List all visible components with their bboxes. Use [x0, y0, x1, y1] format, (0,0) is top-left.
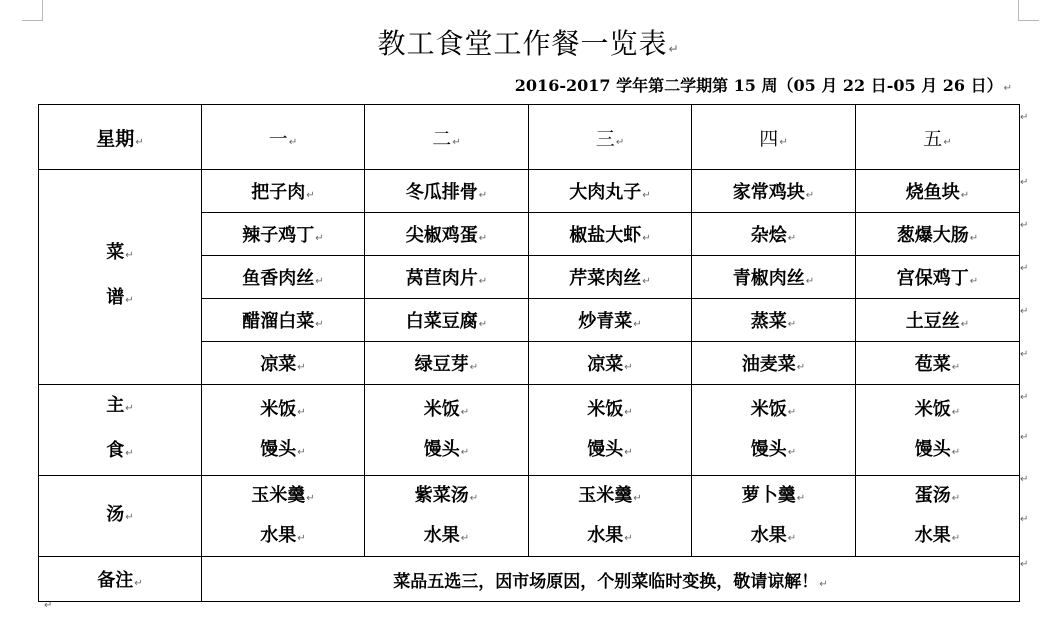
row-end-mark-icon: ↵ [1020, 263, 1029, 274]
paragraph-mark-icon: ↵ [951, 447, 961, 458]
row-end-mark-icon: ↵ [1020, 306, 1029, 317]
paragraph-mark-icon: ↵ [668, 42, 680, 56]
dish-name: 杂烩 [750, 225, 787, 246]
dish-name: 辣子鸡丁 [242, 225, 315, 246]
label-line [39, 385, 201, 430]
dish-cell [529, 256, 692, 299]
label-char: 汤 [106, 503, 125, 525]
label-char: 食 [106, 440, 125, 461]
subtitle-text: 2016-2017 学年第二学期第 15 周（05 月 22 日-05 月 26 日） [514, 76, 1003, 95]
paragraph-mark-icon: ↵ [624, 533, 633, 544]
weekday-header-cell [202, 105, 365, 170]
paragraph-mark-icon: ↵ [306, 190, 315, 201]
item-name: 水果 [587, 525, 624, 546]
paragraph-mark-icon: ↵ [943, 136, 952, 148]
dish-cell [692, 213, 856, 256]
dish-name: 把子肉 [251, 182, 306, 203]
dish-cell [365, 342, 529, 385]
paragraph-mark-icon: ↵ [297, 407, 306, 418]
dish-name: 绿豆芽 [414, 354, 469, 375]
cell-line [856, 390, 1019, 430]
dish-cell [365, 256, 529, 299]
paragraph-mark-icon: ↵ [135, 136, 144, 148]
week-range-subtitle [515, 73, 1012, 96]
dish-cell [856, 170, 1020, 213]
paragraph-mark-icon: ↵ [787, 319, 797, 330]
paragraph-mark-icon: ↵ [951, 362, 961, 373]
label-line [39, 232, 201, 277]
dish-cell [856, 299, 1020, 342]
staple-row-cell [202, 385, 365, 476]
soup-row-cell [856, 476, 1020, 557]
paragraph-mark-icon: ↵ [779, 136, 788, 148]
dish-cell [202, 213, 365, 256]
dish-name: 炒青菜 [578, 311, 633, 332]
label-line [39, 277, 201, 322]
paragraph-mark-icon: ↵ [125, 511, 134, 523]
cell-line [692, 516, 855, 556]
paragraph-mark-icon: ↵ [805, 276, 815, 287]
paragraph-mark-icon: ↵ [960, 319, 970, 330]
row-end-mark-icon: ↵ [1020, 559, 1029, 570]
paragraph-mark-icon: ↵ [460, 407, 470, 418]
staple-row-cell [692, 385, 856, 476]
menu-table [38, 104, 1020, 602]
dish-cell [529, 342, 692, 385]
row-end-mark-icon: ↵ [1020, 392, 1029, 403]
note-label: 备注 [97, 570, 134, 591]
cell-line [692, 390, 855, 430]
dish-name: 凉菜 [587, 354, 624, 375]
item-name: 米饭 [423, 399, 460, 420]
dish-cell [692, 170, 856, 213]
dish-name: 白菜豆腐 [405, 311, 478, 332]
item-name: 水果 [260, 525, 297, 546]
cell-line [692, 476, 855, 516]
paragraph-mark-icon: ↵ [478, 233, 488, 244]
paragraph-mark-icon: ↵ [315, 233, 324, 244]
paragraph-mark-icon: ↵ [796, 362, 806, 373]
dish-name: 莴苣肉片 [405, 268, 478, 289]
paragraph-mark-icon: ↵ [624, 407, 633, 418]
paragraph-mark-icon: ↵ [478, 319, 488, 330]
paragraph-mark-icon: ↵ [315, 276, 324, 287]
paragraph-mark-icon: ↵ [125, 250, 134, 261]
dish-cell [692, 256, 856, 299]
dish-name: 冬瓜排骨 [405, 182, 478, 203]
paragraph-mark-icon: ↵ [452, 136, 461, 148]
paragraph-mark-icon: ↵ [951, 493, 961, 504]
dish-cell [365, 170, 529, 213]
paragraph-mark-icon: ↵ [134, 578, 143, 589]
note-text: 菜品五选三，因市场原因，个别菜临时变换，敬请谅解！ [393, 571, 819, 592]
cell-line [202, 390, 364, 430]
paragraph-mark-icon: ↵ [969, 276, 979, 287]
page-corner-mark-top-left [22, 0, 43, 21]
dish-row [39, 170, 1020, 213]
paragraph-mark-icon: ↵ [969, 233, 979, 244]
weekday-header-cell [692, 105, 856, 170]
row-end-mark-icon: ↵ [1020, 432, 1029, 443]
item-name: 萝卜羹 [741, 485, 796, 506]
dish-name: 芹菜肉丝 [569, 268, 642, 289]
paragraph-mark-icon: ↵ [642, 190, 651, 201]
dish-cell [856, 342, 1020, 385]
paragraph-mark-icon: ↵ [469, 362, 479, 373]
paragraph-mark-icon: ↵ [297, 362, 306, 373]
weekday-header-cell [529, 105, 692, 170]
note-row [39, 557, 1020, 602]
paragraph-mark-icon: ↵ [796, 493, 806, 504]
paragraph-mark-icon: ↵ [297, 533, 306, 544]
item-name: 馒头 [587, 439, 624, 460]
paragraph-mark-icon: ↵ [460, 447, 470, 458]
row-end-mark-icon: ↵ [1020, 514, 1029, 525]
paragraph-mark-icon: ↵ [787, 447, 797, 458]
cell-line [529, 476, 691, 516]
soup-row-cell [202, 476, 365, 557]
paragraph-mark-icon: ↵ [306, 493, 315, 504]
paragraph-mark-icon: ↵ [642, 276, 651, 287]
paragraph-mark-icon: ↵ [478, 276, 488, 287]
dish-name: 椒盐大虾 [569, 225, 642, 246]
staple-row [39, 385, 1020, 476]
weekday-header-cell [856, 105, 1020, 170]
paragraph-mark-icon: ↵ [615, 136, 625, 148]
cell-line [529, 390, 691, 430]
paragraph-mark-icon: ↵ [315, 319, 324, 330]
dish-name: 宫保鸡丁 [896, 268, 969, 289]
title-text: 教工食堂工作餐一览表 [377, 27, 668, 60]
item-name: 玉米羹 [251, 485, 306, 506]
cell-line [365, 476, 528, 516]
staple-row-cell [365, 385, 529, 476]
item-name: 水果 [914, 525, 951, 546]
note-label-cell [39, 557, 202, 602]
paragraph-mark-icon: ↵ [297, 447, 306, 458]
paragraph-mark-icon: ↵ [633, 493, 642, 504]
paragraph-mark-icon: ↵ [787, 533, 797, 544]
paragraph-mark-icon: ↵ [1003, 83, 1012, 94]
paragraph-mark-icon: ↵ [951, 533, 961, 544]
soup-row-cell [692, 476, 856, 557]
dish-name: 烧鱼块 [905, 182, 960, 203]
paragraph-mark-icon: ↵ [125, 295, 134, 306]
paragraph-mark-icon: ↵ [288, 136, 298, 148]
dish-cell [202, 256, 365, 299]
paragraph-mark-icon: ↵ [805, 190, 815, 201]
dish-cell [856, 213, 1020, 256]
item-name: 玉米羹 [578, 485, 633, 506]
paragraph-mark-icon: ↵ [125, 403, 134, 414]
dish-name: 蒸菜 [750, 311, 787, 332]
cell-line [202, 430, 364, 470]
note-text-cell [202, 557, 1020, 602]
dish-cell [529, 299, 692, 342]
cell-line [529, 516, 691, 556]
label-char: 菜 [106, 242, 125, 263]
staple-row-label [39, 385, 202, 476]
item-name: 米饭 [260, 399, 297, 420]
dish-name: 家常鸡块 [732, 182, 805, 203]
dish-cell [202, 299, 365, 342]
item-name: 米饭 [750, 399, 787, 420]
dish-cell [692, 342, 856, 385]
soup-row [39, 476, 1020, 557]
paragraph-mark-icon: ↵ [960, 190, 970, 201]
dish-cell [202, 342, 365, 385]
paragraph-mark-icon: ↵ [642, 233, 651, 244]
dish-name: 土豆丝 [905, 311, 960, 332]
soup-row-label [39, 476, 202, 557]
row-end-mark-icon: ↵ [1020, 112, 1029, 123]
paragraph-mark-icon: ↵ [787, 233, 797, 244]
paragraph-mark-icon: ↵ [624, 447, 633, 458]
soup-row-cell [365, 476, 529, 557]
header-text: 二 [432, 127, 452, 150]
soup-row-cell [529, 476, 692, 557]
item-name: 馒头 [750, 439, 787, 460]
staple-row-cell [856, 385, 1020, 476]
cell-line [365, 430, 528, 470]
row-end-mark-icon: ↵ [1020, 177, 1029, 188]
paragraph-mark-icon: ↵ [633, 319, 642, 330]
paragraph-mark-icon: ↵ [469, 493, 479, 504]
row-end-mark-icon: ↵ [1020, 220, 1029, 231]
dish-name: 尖椒鸡蛋 [405, 225, 478, 246]
cell-line [202, 516, 364, 556]
cell-line [202, 476, 364, 516]
item-name: 水果 [423, 525, 460, 546]
dish-name: 葱爆大肠 [896, 225, 969, 246]
header-text: 五 [923, 127, 943, 150]
dish-cell [529, 170, 692, 213]
dish-cell [365, 299, 529, 342]
cell-line [365, 390, 528, 430]
paragraph-mark-icon: ↵ [478, 190, 488, 201]
header-text: 四 [759, 127, 779, 150]
page-corner-mark-top-right [1018, 0, 1039, 21]
staple-row-cell [529, 385, 692, 476]
row-end-mark-icon: ↵ [1020, 349, 1029, 360]
paragraph-mark-icon: ↵ [819, 578, 828, 590]
paragraph-mark-icon: ↵ [125, 448, 134, 459]
dish-name: 凉菜 [260, 354, 297, 375]
paragraph-mark-icon: ↵ [460, 533, 470, 544]
paragraph-mark-icon: ↵ [624, 362, 633, 373]
cell-line [856, 476, 1019, 516]
item-name: 馒头 [260, 439, 297, 460]
item-name: 水果 [750, 525, 787, 546]
cell-line [692, 430, 855, 470]
dish-cell [365, 213, 529, 256]
dishes-row-label [39, 170, 202, 385]
item-name: 紫菜汤 [414, 485, 469, 506]
dish-name: 醋溜白菜 [242, 311, 315, 332]
dish-name: 鱼香肉丝 [242, 268, 315, 289]
document-title [0, 22, 1057, 62]
cell-line [856, 430, 1019, 470]
item-name: 米饭 [587, 399, 624, 420]
item-name: 馒头 [914, 439, 951, 460]
dish-cell [529, 213, 692, 256]
header-row [39, 105, 1020, 170]
paragraph-mark-icon: ↵ [951, 407, 961, 418]
item-name: 米饭 [914, 399, 951, 420]
dish-cell [202, 170, 365, 213]
paragraph-mark-icon: ↵ [787, 407, 797, 418]
dish-name: 青椒肉丝 [732, 268, 805, 289]
item-name: 蛋汤 [914, 485, 951, 506]
cell-line [365, 516, 528, 556]
row-end-mark-icon: ↵ [1020, 474, 1029, 485]
cell-line [529, 430, 691, 470]
label-char: 谱 [106, 287, 125, 308]
dish-name: 大肉丸子 [569, 182, 642, 203]
label-line [39, 430, 201, 475]
header-text: 三 [595, 127, 615, 150]
paragraph-mark-icon: ↵ [44, 600, 53, 611]
dish-name: 油麦菜 [741, 354, 796, 375]
dish-cell [692, 299, 856, 342]
label-char: 主 [106, 395, 125, 416]
weekday-header-label [39, 105, 202, 170]
item-name: 馒头 [423, 439, 460, 460]
cell-line [856, 516, 1019, 556]
dish-name: 苞菜 [914, 354, 951, 375]
header-text: 一 [268, 127, 288, 150]
weekday-header-cell [365, 105, 529, 170]
header-text: 星期 [96, 127, 135, 150]
dish-cell [856, 256, 1020, 299]
